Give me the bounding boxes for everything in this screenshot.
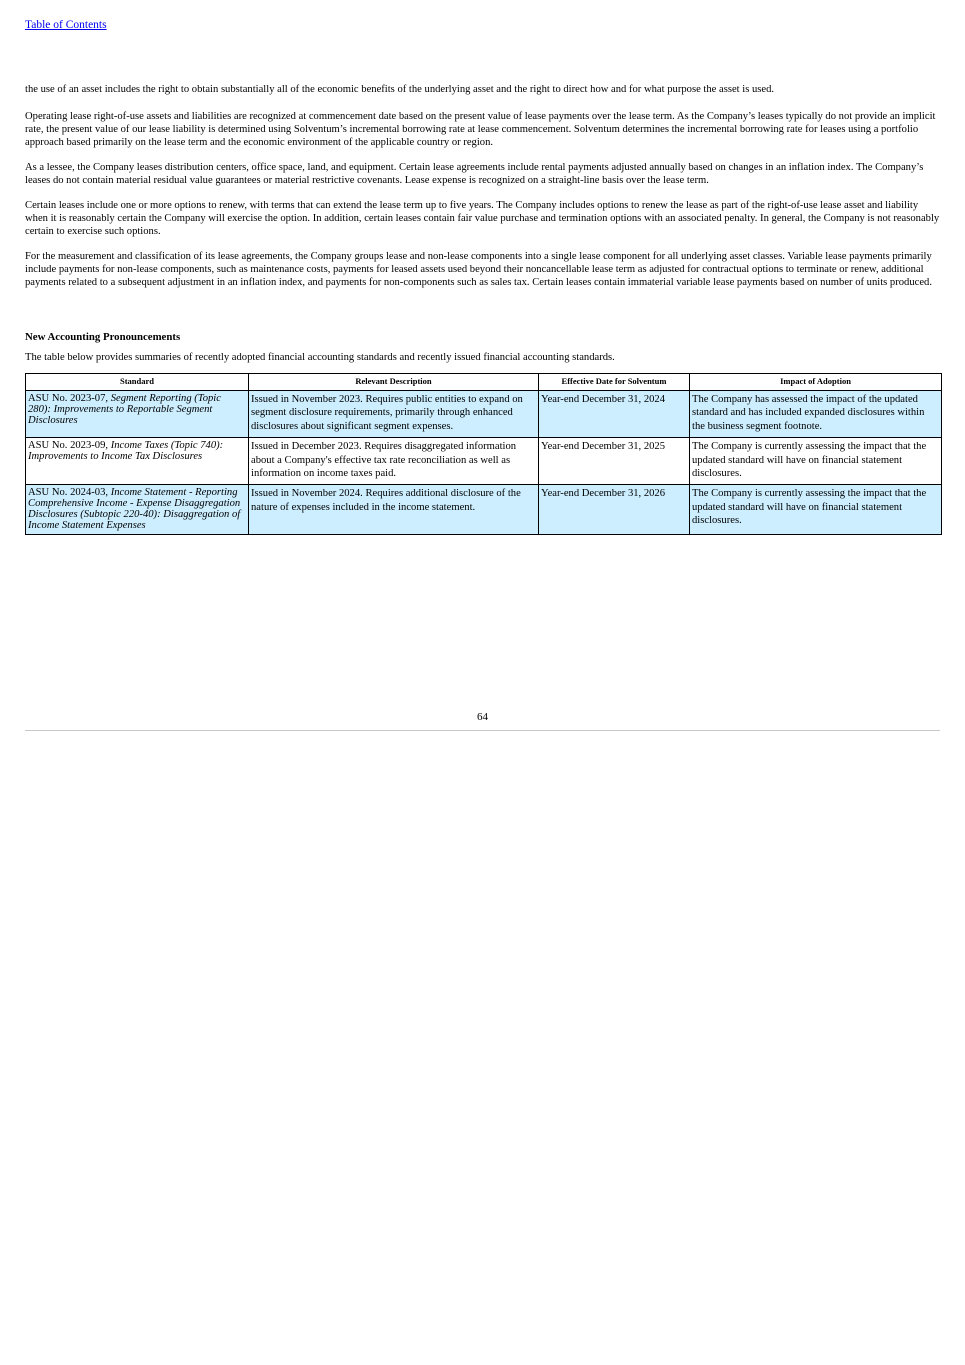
lessee-paragraph: As a lessee, the Company leases distribution centers, office space, land, and equipment. Certain lease agreements include rental payments adjusted annually based on changes in an inflation index. The Company’s leases do not contain material residual value guarantees or material restrictive covenants. Lease expense is recognized on a straight-line basis over the lease term. — [25, 162, 924, 187]
effective-date-cell: Year-end December 31, 2025 — [539, 437, 690, 484]
table-row — [26, 390, 942, 437]
lease-classification-paragraph: For the measurement and classification of its lease agreements, the Company groups lease and non-lease components into a single lease component for all underlying asset classes. Variable lease payments primarily include payments for non-lease components, such as maintenance costs, payments for leased assets used beyond their noncancellable lease term as adjusted for contractual options to terminate or renew, additional payments related to a subsequent adjustment in an inflation index, and payments for non-components such as sales tax. Certain leases contain immaterial variable lease payments based on number of units produced. — [25, 251, 932, 289]
table-row — [26, 484, 942, 534]
asu-number: ASU No. 2023-07, — [28, 392, 111, 404]
description-cell: Issued in November 2023. Requires public entities to expand on segment disclosure requirements, primarily through enhanced disclosures about significant segment expenses. — [249, 390, 539, 437]
renewal-options-paragraph: Certain leases include one or more options to renew, with terms that can extend the lease term up to five years. The Company includes options to renew the lease as part of the right-of-use lease asset and liability when it is reasonably certain the Company will exercise the option. In addition, certain leases contain fair value purchase and termination options with an associated penalty. In general, the Company is not reasonably certain to exercise such options. — [25, 200, 940, 238]
impact-cell: The Company is currently assessing the impact that the updated standard will have on financial statement disclosures. — [690, 484, 942, 534]
section-intro: The table below provides summaries of recently adopted financial accounting standards and recently issued financial accounting standards. — [25, 352, 615, 363]
asu-number: ASU No. 2023-09, — [28, 439, 111, 451]
section-heading: New Accounting Pronouncements — [25, 331, 181, 343]
header-effective-date: Effective Date for Solventum — [539, 374, 690, 391]
lease-definition-paragraph: the use of an asset includes the right to obtain substantially all of the economic benefits of the underlying asset and the right to direct how and for what purpose the asset is used. — [25, 84, 775, 95]
standard-title: Income Statement - Reporting Comprehensive Income - Expense Disaggregation Disclosures (Subtopic 220-40): Disaggregation of Income Statement Expenses — [28, 486, 241, 531]
standard-title: Income Taxes (Topic 740): Improvements to Income Tax Disclosures — [28, 439, 224, 462]
description-cell: Issued in November 2024. Requires additional disclosure of the nature of expenses included in the income statement. — [249, 484, 539, 534]
asu-number: ASU No. 2024-03, — [28, 486, 111, 498]
impact-cell: The Company has assessed the impact of the updated standard and has included expanded disclosures within the business segment footnote. — [690, 390, 942, 437]
footer-divider — [25, 730, 940, 731]
accounting-standards-table — [25, 373, 942, 535]
standard-cell — [26, 437, 249, 484]
header-standard: Standard — [26, 374, 249, 391]
description-cell: Issued in December 2023. Requires disaggregated information about a Company's effective tax rate reconciliation as well as information on income taxes paid. — [249, 437, 539, 484]
table-row — [26, 437, 942, 484]
standard-cell — [26, 484, 249, 534]
header-relevant-description: Relevant Description — [249, 374, 539, 391]
header-impact-of-adoption: Impact of Adoption — [690, 374, 942, 391]
effective-date-cell: Year-end December 31, 2026 — [539, 484, 690, 534]
effective-date-cell: Year-end December 31, 2024 — [539, 390, 690, 437]
table-of-contents-link[interactable]: Table of Contents — [25, 19, 107, 31]
page-number: 64 — [477, 711, 488, 723]
impact-cell: The Company is currently assessing the impact that the updated standard will have on financial statement disclosures. — [690, 437, 942, 484]
standard-title: Segment Reporting (Topic 280): Improvements to Reportable Segment Disclosures — [28, 392, 221, 426]
operating-lease-paragraph: Operating lease right-of-use assets and liabilities are recognized at commencement date based on the present value of lease payments over the lease term. As the Company’s leases typically do not provide an implicit rate, the present value of our lease liability is determined using Solventum’s incremental borrowing rate at lease commencement. Solventum determines the incremental borrowing rate for leases using a portfolio approach based primarily on the lease term and the economic environment of the applicable country or region. — [25, 111, 936, 149]
table-header-row — [26, 374, 942, 391]
standard-cell — [26, 390, 249, 437]
